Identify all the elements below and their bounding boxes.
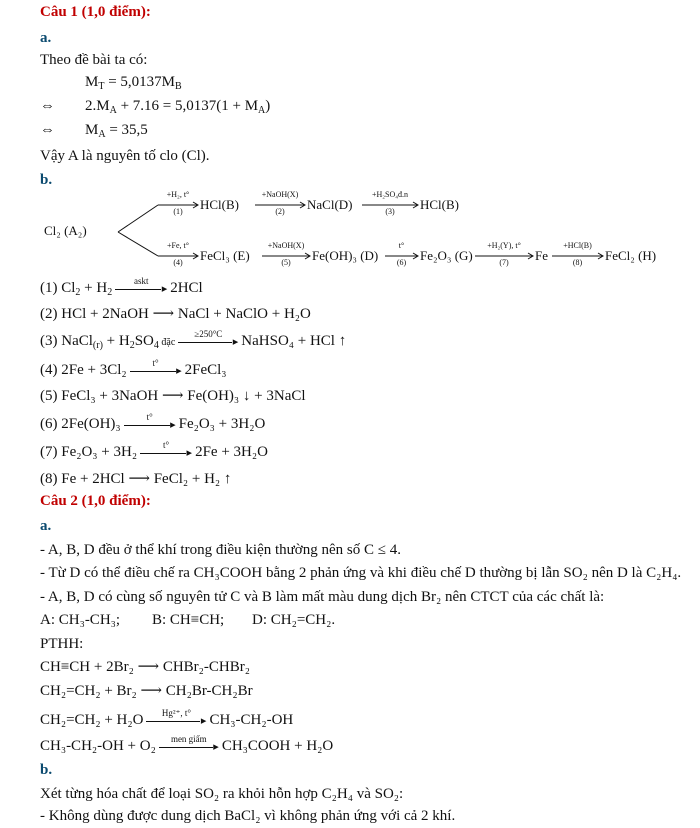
scheme-step: (2) bbox=[275, 207, 285, 216]
equivalence-symbol: ⇔ bbox=[40, 98, 55, 114]
q2-equation-3: CH₂=CH₂ + H₂O Hg²⁺, t° ▸ CH₃-CH₂-OH bbox=[40, 707, 294, 728]
scheme-cond: +H₂(Y), t° bbox=[487, 241, 521, 250]
q2-line-1: - A, B, D đều ở thể khí trong điều kiện thường nên số C ≤ 4. bbox=[40, 542, 401, 558]
scheme-step: (1) bbox=[173, 207, 183, 216]
reaction-5: (5) FeCl₃ + 3NaOH ⟶ Fe(OH)₃ ↓ + 3NaCl bbox=[40, 388, 306, 404]
scheme-cond: +NaOH(X) bbox=[267, 241, 305, 250]
scheme-node: FeCl₃ (E) bbox=[200, 248, 250, 263]
scheme-node: FeCl₂ (H) bbox=[605, 248, 657, 263]
q1-eq1: $M_T = 5,0137M_B$ bbox=[85, 74, 182, 92]
reaction-2: (2) HCl + 2NaOH ⟶ NaCl + NaClO + H₂O bbox=[40, 306, 311, 322]
scheme-step: (8) bbox=[572, 258, 583, 267]
q1-intro: Theo đề bài ta có: bbox=[40, 52, 148, 68]
q1-part-a: a. bbox=[40, 30, 52, 46]
q2-b-line-1: Xét từng hóa chất để loại SO₂ ra khỏi hỗn hợp C₂H₄ và SO₂: bbox=[40, 786, 404, 802]
q2-formula-d: D: CH₂=CH₂. bbox=[252, 612, 336, 628]
q1-heading: Câu 1 (1,0 điểm): bbox=[40, 4, 151, 20]
scheme-cond: t° bbox=[398, 241, 405, 250]
scheme-step: (7) bbox=[499, 258, 509, 267]
q2-formula-a: A: CH₃-CH₃; bbox=[40, 612, 121, 628]
scheme-step: (6) bbox=[396, 258, 407, 267]
scheme-cond: +H₂, t° bbox=[166, 190, 190, 199]
q2-pthh-label: PTHH: bbox=[40, 636, 84, 652]
scheme-node: HCl(B) bbox=[420, 197, 459, 212]
q2-line-2: - Từ D có thể điều chế ra CH₃COOH bằng 2 phản ứng và khi điều chế D thường bị lẫn SO₂ nên D là C₂H₄. bbox=[40, 565, 682, 581]
q1-eq2: $2.M_A + 7.16 = 5,0137(1 + M_A)$ bbox=[85, 98, 271, 116]
q2-equation-1: CH≡CH + 2Br₂ ⟶ CHBr₂-CHBr₂ bbox=[40, 659, 250, 675]
scheme-node: NaCl(D) bbox=[307, 197, 353, 212]
q1-part-b: b. bbox=[40, 172, 53, 188]
reaction-1: (1) $Cl_2 + H_2$ askt ▸ 2HCl bbox=[40, 275, 203, 298]
q2-part-a: a. bbox=[40, 518, 52, 534]
reaction-8: (8) Fe + 2HCl ⟶ FeCl₂ + H₂ ↑ bbox=[40, 471, 232, 487]
scheme-cond: +Fe, t° bbox=[167, 241, 189, 250]
scheme-node: Fe₂O₃ (G) bbox=[420, 248, 473, 263]
scheme-start: Cl₂ (A₂) bbox=[44, 223, 87, 238]
q2-heading: Câu 2 (1,0 điểm): bbox=[40, 493, 151, 509]
scheme-node: Fe(OH)₃ (D) bbox=[312, 248, 379, 263]
scheme-step: (4) bbox=[173, 258, 183, 267]
q2-part-b: b. bbox=[40, 762, 53, 778]
scheme-cond: +HCl(B) bbox=[563, 241, 592, 250]
reaction-3: (3) NaCl$_{(r)}$ + $H_2SO_4$ đặc ≥250°C ▸ NaHSO₄ + HCl ↑ bbox=[40, 328, 347, 351]
q1-conclusion: Vậy A là nguyên tố clo (Cl). bbox=[40, 148, 210, 164]
scheme-node: Fe bbox=[535, 248, 548, 263]
reaction-6: (6) 2Fe(OH)₃ t° ▸ Fe₂O₃ + 3H₂O bbox=[40, 411, 266, 432]
q2-equation-4: CH₃-CH₂-OH + O₂ men giấm ▸ CH₃COOH + H₂O bbox=[40, 733, 334, 754]
reaction-4: (4) 2Fe + 3Cl₂ t° ▸ 2FeCl₃ bbox=[40, 357, 227, 378]
q2-formula-b: B: CH≡CH; bbox=[152, 612, 225, 628]
q2-line-3: - A, B, D có cùng số nguyên tử C và B làm mất màu dung dịch Br₂ nên CTCT của các chất là: bbox=[40, 589, 605, 605]
scheme-step: (5) bbox=[281, 258, 291, 267]
scheme-cond: +H₂SO₄đ.n bbox=[371, 190, 409, 199]
q2-equation-2: CH₂=CH₂ + Br₂ ⟶ CH₂Br-CH₂Br bbox=[40, 683, 253, 699]
scheme-cond: +NaOH(X) bbox=[261, 190, 299, 199]
equivalence-symbol: ⇔ bbox=[40, 122, 55, 138]
reaction-7: (7) Fe₂O₃ + 3H₂ t° ▸ 2Fe + 3H₂O bbox=[40, 439, 268, 460]
scheme-node: HCl(B) bbox=[200, 197, 239, 212]
reaction-scheme bbox=[0, 190, 700, 270]
q1-eq3: $M_A = 35,5$ bbox=[85, 122, 148, 140]
scheme-step: (3) bbox=[385, 207, 395, 216]
q2-b-line-2: - Không dùng được dung dịch BaCl₂ vì không phản ứng với cả 2 khí. bbox=[40, 808, 456, 824]
